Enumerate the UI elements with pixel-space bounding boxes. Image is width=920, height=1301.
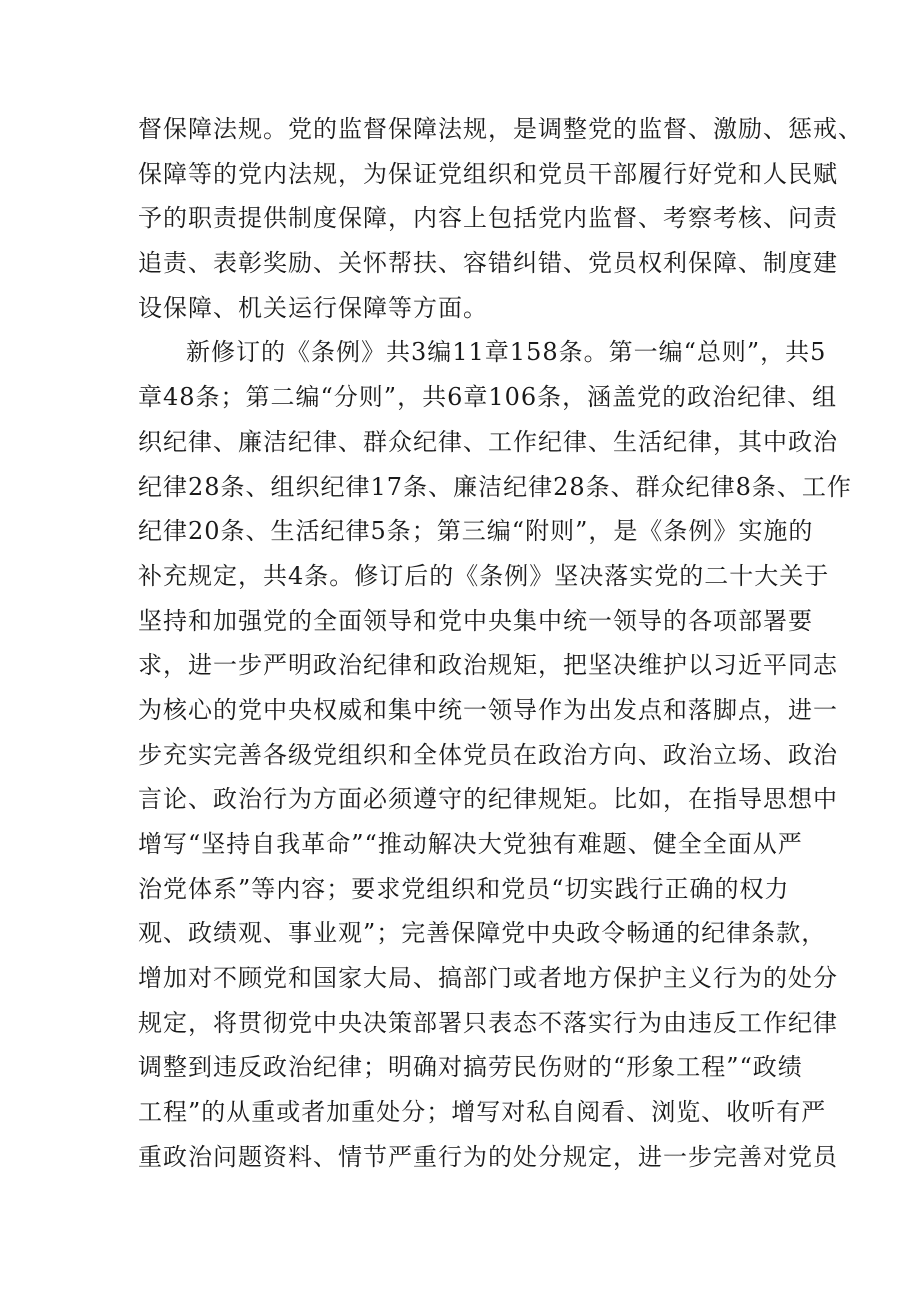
text-line: 增加对不顾党和国家大局、搞部门或者地方保护主义行为的处分: [138, 964, 838, 993]
text-line: 步充实完善各级党组织和全体党员在政治方向、政治立场、政治: [138, 740, 838, 769]
text-line: 坚持和加强党的全面领导和党中央集中统一领导的各项部署要: [138, 606, 813, 635]
text-line: 工程”的从重或者加重处分；增写对私自阅看、浏览、收听有严: [138, 1098, 827, 1127]
text-line: 追责、表彰奖励、关怀帮扶、容错纠错、党员权利保障、制度建: [138, 249, 838, 278]
text-line: 设保障、机关运行保障等方面。: [138, 293, 488, 322]
text-line: 纪律20条、生活纪律5条；第三编“附则”，是《条例》实施的: [138, 517, 814, 546]
text-line: 观、政绩观、事业观”；完善保障党中央政令畅通的纪律条款，: [138, 919, 827, 948]
text-line: 调整到违反政治纪律；明确对搞劳民伤财的“形象工程”“政绩: [138, 1053, 803, 1082]
text-line: 纪律28条、组织纪律17条、廉洁纪律28条、群众纪律8条、工作: [138, 472, 852, 501]
text-line: 予的职责提供制度保障，内容上包括党内监督、考察考核、问责: [138, 204, 838, 233]
text-line: 言论、政治行为方面必须遵守的纪律规矩。比如，在指导思想中: [138, 785, 838, 814]
text-line: 章48条；第二编“分则”，共6章106条，涵盖党的政治纪律、组: [138, 383, 838, 412]
text-line: 规定，将贯彻党中央决策部署只表态不落实行为由违反工作纪律: [138, 1008, 838, 1037]
text-line: 织纪律、廉洁纪律、群众纪律、工作纪律、生活纪律，其中政治: [138, 427, 838, 456]
text-line: 保障等的党内法规，为保证党组织和党员干部履行好党和人民赋: [138, 159, 838, 188]
text-line: 重政治问题资料、情节严重行为的处分规定，进一步完善对党员: [138, 1142, 838, 1171]
text-line: 求，进一步严明政治纪律和政治规矩，把坚决维护以习近平同志: [138, 651, 838, 680]
text-line: 为核心的党中央权威和集中统一领导作为出发点和落脚点，进一: [138, 695, 838, 724]
text-line: 督保障法规。党的监督保障法规，是调整党的监督、激励、惩戒、: [138, 115, 863, 143]
document-body: [138, 107, 863, 1180]
text-line: 补充规定，共4条。修订后的《条例》坚决落实党的二十大关于: [138, 561, 830, 590]
text-line: 治党体系”等内容；要求党组织和党员“切实践行正确的权力: [138, 874, 790, 903]
text-line: 增写“坚持自我革命”“推动解决大党独有难题、健全全面从严: [138, 830, 803, 858]
paragraph-first-line: 新修订的《条例》共3编11章158条。第一编“总则”，共5: [186, 338, 827, 367]
